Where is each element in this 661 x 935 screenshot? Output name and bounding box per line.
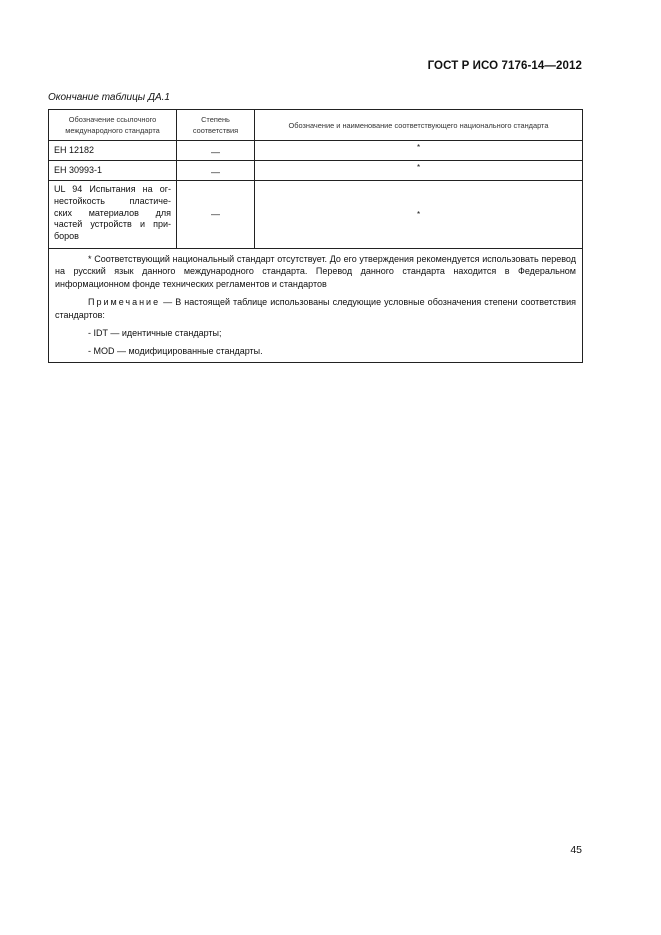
document-header: ГОСТ Р ИСО 7176-14—2012: [427, 60, 582, 72]
footnote-text: * Соответствующий национальный стандарт отсутствует. До его утверждения рекомендуется использовать перевод на русский язык данного международного стандарта. Перевод данного стандарта находится в Федеральном информационном фонде технических регламентов и стандартов: [55, 254, 576, 289]
reference-code-cell: ЕН 12182: [49, 141, 177, 161]
national-standard-cell: *: [255, 161, 583, 181]
note-paragraph: [55, 296, 576, 321]
degree-cell: —: [177, 141, 255, 161]
notes-cell: [49, 249, 583, 363]
reference-code-line: нестойкость пластиче-: [54, 195, 171, 206]
reference-code-cell: ЕН 30993-1: [49, 161, 177, 181]
notes-row: [49, 249, 583, 363]
standards-table: [48, 109, 583, 363]
table-row: [49, 181, 583, 249]
degree-cell: —: [177, 181, 255, 249]
column-header-degree: Степень соответствия: [177, 110, 255, 141]
degree-cell: —: [177, 161, 255, 181]
reference-code-cell: [49, 181, 177, 249]
legend-item-idt: - IDT — идентичные стандарты;: [88, 328, 222, 339]
reference-code-line: частей устройств и при-: [54, 219, 171, 230]
column-header-national: Обозначение и наименование соответствующего национального стандарта: [255, 110, 583, 141]
column-header-reference: Обозначение ссылочного международного стандарта: [49, 110, 177, 141]
note-label: Примечание: [88, 297, 161, 308]
note-text: — В настоящей таблице использованы следующие условные обозначения степени соответствия стандартов:: [55, 297, 576, 320]
table-header-row: [49, 110, 583, 141]
table-caption: Окончание таблицы ДА.1: [48, 92, 170, 103]
legend-item-mod: - MOD — модифицированные стандарты.: [88, 346, 263, 357]
reference-code-line: боров: [54, 231, 79, 242]
reference-code-line: UL 94 Испытания на ог-: [54, 184, 171, 194]
table-row: [49, 161, 583, 181]
table-row: [49, 141, 583, 161]
national-standard-cell: *: [255, 141, 583, 161]
page-number: 45: [570, 844, 582, 856]
national-standard-cell: *: [255, 181, 583, 249]
reference-code-line: ских материалов для: [54, 207, 171, 218]
